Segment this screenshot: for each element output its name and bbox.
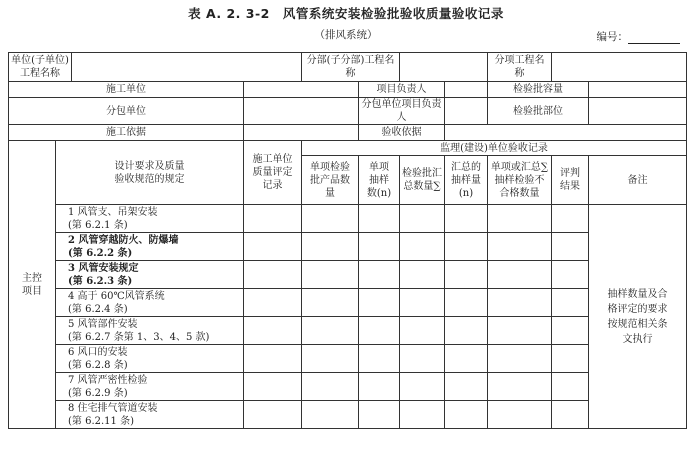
construction-unit-value[interactable] bbox=[244, 82, 359, 98]
remark-header: 备注 bbox=[589, 156, 687, 205]
table-row bbox=[9, 261, 687, 289]
inspection-item bbox=[56, 373, 244, 401]
inspection-item-name: 2 风管穿越防火、防爆墙 bbox=[68, 234, 179, 246]
unqualified-header: 单项或汇总∑抽样检验不合格数量 bbox=[488, 156, 552, 205]
unqualified-cell[interactable] bbox=[488, 289, 552, 317]
rating-cell[interactable] bbox=[552, 345, 589, 373]
total-sample-cell[interactable] bbox=[445, 345, 488, 373]
single-sample-cell[interactable] bbox=[359, 373, 400, 401]
form-subtitle: （排风系统） bbox=[314, 29, 378, 41]
inspection-item bbox=[56, 205, 244, 233]
unqualified-cell[interactable] bbox=[488, 345, 552, 373]
remark-cell: 抽样数量及合格评定的要求按规范相关条文执行 bbox=[589, 205, 687, 429]
inspection-item-ref: (第 6.2.2 条) bbox=[68, 247, 133, 259]
construction-unit-label: 施工单位 bbox=[9, 82, 244, 98]
single-sample-cell[interactable] bbox=[359, 317, 400, 345]
single-sample-cell[interactable] bbox=[359, 205, 400, 233]
inspection-item-ref: (第 6.2.11 条) bbox=[68, 415, 134, 427]
inspection-item-name: 5 风管部件安装 bbox=[68, 318, 138, 330]
table-row bbox=[9, 345, 687, 373]
rating-cell[interactable] bbox=[552, 289, 589, 317]
rating-cell[interactable] bbox=[552, 373, 589, 401]
construction-record-cell[interactable] bbox=[244, 205, 302, 233]
single-sample-header: 单项抽样数(n) bbox=[359, 156, 400, 205]
single-qty-cell[interactable] bbox=[302, 261, 359, 289]
single-qty-cell[interactable] bbox=[302, 345, 359, 373]
batch-total-cell[interactable] bbox=[400, 289, 445, 317]
single-sample-cell[interactable] bbox=[359, 345, 400, 373]
table-row bbox=[9, 289, 687, 317]
single-sample-cell[interactable] bbox=[359, 261, 400, 289]
unqualified-cell[interactable] bbox=[488, 373, 552, 401]
project-manager-label: 项目负责人 bbox=[359, 82, 445, 98]
construction-record-cell[interactable] bbox=[244, 317, 302, 345]
table-row bbox=[9, 233, 687, 261]
total-sample-cell[interactable] bbox=[445, 261, 488, 289]
project-manager-value[interactable] bbox=[445, 82, 488, 98]
subcontract-manager-label: 分包单位项目负责人 bbox=[359, 98, 445, 125]
total-sample-cell[interactable] bbox=[445, 317, 488, 345]
inspection-item-name: 4 高于 60℃风管系统 bbox=[68, 290, 165, 302]
inspection-item-ref: (第 6.2.7 条第 1、3、4、5 款) bbox=[68, 331, 210, 343]
subitem-name-value[interactable] bbox=[552, 53, 687, 82]
batch-capacity-label: 检验批容量 bbox=[488, 82, 589, 98]
batch-total-cell[interactable] bbox=[400, 233, 445, 261]
construction-record-cell[interactable] bbox=[244, 289, 302, 317]
rating-header: 评判结果 bbox=[552, 156, 589, 205]
unqualified-cell[interactable] bbox=[488, 233, 552, 261]
unit-name-label: 单位(子单位)工程名称 bbox=[9, 53, 72, 82]
single-qty-cell[interactable] bbox=[302, 205, 359, 233]
batch-total-cell[interactable] bbox=[400, 205, 445, 233]
supervision-header: 监理(建设)单位验收记录 bbox=[302, 141, 687, 156]
unqualified-cell[interactable] bbox=[488, 261, 552, 289]
construction-record-cell[interactable] bbox=[244, 373, 302, 401]
subcontract-manager-value[interactable] bbox=[445, 98, 488, 125]
single-qty-cell[interactable] bbox=[302, 373, 359, 401]
inspection-item-ref: (第 6.2.1 条) bbox=[68, 219, 128, 231]
form-code bbox=[597, 29, 681, 44]
inspection-item-name: 1 风管支、吊架安装 bbox=[68, 206, 158, 218]
table-row bbox=[9, 373, 687, 401]
inspection-item bbox=[56, 317, 244, 345]
construction-basis-label: 施工依据 bbox=[9, 125, 244, 141]
division-name-value[interactable] bbox=[400, 53, 488, 82]
single-qty-cell[interactable] bbox=[302, 401, 359, 429]
inspection-item-ref: (第 6.2.3 条) bbox=[68, 275, 133, 287]
main-control-label: 主控项目 bbox=[9, 141, 56, 429]
rating-cell[interactable] bbox=[552, 261, 589, 289]
inspection-item bbox=[56, 233, 244, 261]
batch-total-cell[interactable] bbox=[400, 345, 445, 373]
total-sample-cell[interactable] bbox=[445, 289, 488, 317]
table-row bbox=[9, 401, 687, 429]
inspection-item-ref: (第 6.2.9 条) bbox=[68, 387, 128, 399]
batch-total-header: 检验批汇总数量∑ bbox=[400, 156, 445, 205]
batch-total-cell[interactable] bbox=[400, 373, 445, 401]
unqualified-cell[interactable] bbox=[488, 401, 552, 429]
acceptance-basis-label: 验收依据 bbox=[359, 125, 445, 141]
inspection-item-name: 7 风管严密性检验 bbox=[68, 374, 148, 386]
inspection-item-ref: (第 6.2.8 条) bbox=[68, 359, 128, 371]
single-sample-cell[interactable] bbox=[359, 401, 400, 429]
inspection-item-name: 8 住宅排气管道安装 bbox=[68, 402, 158, 414]
subitem-name-label: 分项工程名称 bbox=[488, 53, 552, 82]
single-qty-cell[interactable] bbox=[302, 317, 359, 345]
total-sample-cell[interactable] bbox=[445, 373, 488, 401]
inspection-item-name: 3 风管安装规定 bbox=[68, 262, 139, 274]
code-blank[interactable] bbox=[628, 32, 680, 44]
construction-record-cell[interactable] bbox=[244, 345, 302, 373]
unit-name-value[interactable] bbox=[72, 53, 302, 82]
unqualified-cell[interactable] bbox=[488, 317, 552, 345]
inspection-item bbox=[56, 261, 244, 289]
table-row bbox=[9, 205, 687, 233]
single-qty-header: 单项检验批产品数量 bbox=[302, 156, 359, 205]
construction-record-cell[interactable] bbox=[244, 233, 302, 261]
rating-cell[interactable] bbox=[552, 233, 589, 261]
batch-capacity-value[interactable] bbox=[589, 82, 687, 98]
inspection-item-name: 6 风口的安装 bbox=[68, 346, 128, 358]
rating-cell[interactable] bbox=[552, 317, 589, 345]
subcontract-unit-label: 分包单位 bbox=[9, 98, 244, 125]
design-req-header: 设计要求及质量验收规范的规定 bbox=[56, 141, 244, 205]
rating-cell[interactable] bbox=[552, 401, 589, 429]
batch-location-label: 检验批部位 bbox=[488, 98, 589, 125]
construction-basis-value[interactable] bbox=[244, 125, 359, 141]
form-title: 表 A. 2. 3-2 风管系统安装检验批验收质量验收记录 bbox=[188, 6, 504, 21]
batch-total-cell[interactable] bbox=[400, 401, 445, 429]
construction-record-cell[interactable] bbox=[244, 401, 302, 429]
code-label: 编号： bbox=[596, 31, 628, 43]
table-row bbox=[9, 317, 687, 345]
acceptance-basis-value[interactable] bbox=[445, 125, 687, 141]
rating-cell[interactable] bbox=[552, 205, 589, 233]
inspection-item bbox=[56, 345, 244, 373]
batch-location-value[interactable] bbox=[589, 98, 687, 125]
inspection-item bbox=[56, 401, 244, 429]
division-name-label: 分部(子分部)工程名称 bbox=[302, 53, 400, 82]
construction-record-cell[interactable] bbox=[244, 261, 302, 289]
total-sample-cell[interactable] bbox=[445, 401, 488, 429]
construction-record-header: 施工单位质量评定记录 bbox=[244, 141, 302, 205]
inspection-item bbox=[56, 289, 244, 317]
batch-total-cell[interactable] bbox=[400, 317, 445, 345]
batch-total-cell[interactable] bbox=[400, 261, 445, 289]
inspection-item-ref: (第 6.2.4 条) bbox=[68, 303, 128, 315]
single-qty-cell[interactable] bbox=[302, 289, 359, 317]
single-qty-cell[interactable] bbox=[302, 233, 359, 261]
total-sample-header: 汇总的抽样量(n) bbox=[445, 156, 488, 205]
subcontract-unit-value[interactable] bbox=[244, 98, 359, 125]
inspection-table bbox=[8, 52, 687, 429]
total-sample-cell[interactable] bbox=[445, 233, 488, 261]
single-sample-cell[interactable] bbox=[359, 233, 400, 261]
total-sample-cell[interactable] bbox=[445, 205, 488, 233]
single-sample-cell[interactable] bbox=[359, 289, 400, 317]
unqualified-cell[interactable] bbox=[488, 205, 552, 233]
